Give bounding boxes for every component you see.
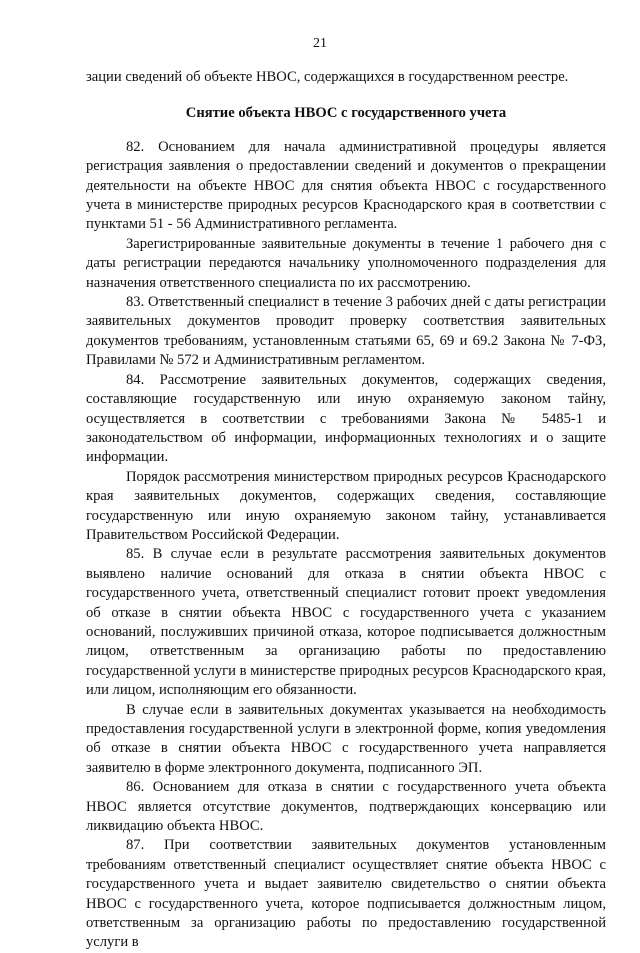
paragraph-86: 86. Основанием для отказа в снятии с государственного учета объекта НВОС является отсутствие документов, подтверждающих консервацию или ликвидацию объекта НВОС. bbox=[86, 779, 606, 835]
paragraph-85: 85. В случае если в результате рассмотрения заявительных документов выявлено наличие оснований для отказа в снятии объекта НВОС с государственного учета, ответственный специалист готовит проект уведомления об отказе в снятии объекта НВОС с государственного учета с указанием оснований, послуживших причиной отказа, которое подписывается должностным лицом, ответственным за организацию работы по предоставлению государственной услуги в министерстве природных ресурсов Краснодарского края, или лицом, исполняющим его обязанности. bbox=[86, 546, 606, 699]
document-body bbox=[86, 68, 606, 953]
page-number: 21 bbox=[313, 36, 327, 51]
paragraph-83: 83. Ответственный специалист в течение 3 рабочих дней с даты регистрации заявительных документов проводит проверку соответствия заявительных документов требованиям, установленным статьями 65, 69 и 69.2 Закона № 7-ФЗ, Правилами № 572 и Административным регламентом. bbox=[86, 294, 606, 369]
paragraph-84-procedure: Порядок рассмотрения министерством природных ресурсов Краснодарского края заявительных документов, содержащих сведения, составляющие государственную или иную охраняемую законом тайну, устанавливается Правительством Российской Федерации. bbox=[86, 468, 606, 543]
paragraph-87: 87. При соответствии заявительных документов установленным требованиям ответственный специалист осуществляет снятие объекта НВОС с государственного учета и выдает заявителю свидетельство о снятии объекта НВОС с государственного учета, которое подписывается должностным лицом, ответственным за организацию работы по предоставлению государственной услуги в bbox=[86, 837, 606, 951]
continued-paragraph: зации сведений об объекте НВОС, содержащихся в государственном реестре. bbox=[86, 69, 569, 85]
paragraph-84: 84. Рассмотрение заявительных документов, содержащих сведения, составляющие государственную или иную охраняемую законом тайну, осуществляется в соответствии с требованиями Закона № 5485-1 и законодательством об информации, информационных технологиях и о защите информации. bbox=[86, 371, 606, 466]
paragraph-82-registration: Зарегистрированные заявительные документы в течение 1 рабочего дня с даты регистрации передаются начальнику уполномоченного подразделения для назначения ответственного специалиста по их рассмотрению. bbox=[86, 235, 606, 291]
paragraph-82: 82. Основанием для начала административной процедуры является регистрация заявления о предоставлении сведений и документов о прекращении деятельности на объекте НВОС для снятия объекта НВОС с государственного учета в министерстве природных ресурсов Краснодарского края в соответствии с пунктами 51 - 56 Административного регламента. bbox=[86, 138, 606, 233]
section-heading: Снятие объекта НВОС с государственного учета bbox=[185, 105, 507, 122]
paragraph-85-electronic: В случае если в заявительных документах указывается на необходимость предоставления государственной услуги в электронной форме, копия уведомления об отказе в снятии объекта НВОС с государственного учета направляется заявителю в форме электронного документа, подписанного ЭП. bbox=[86, 701, 606, 776]
